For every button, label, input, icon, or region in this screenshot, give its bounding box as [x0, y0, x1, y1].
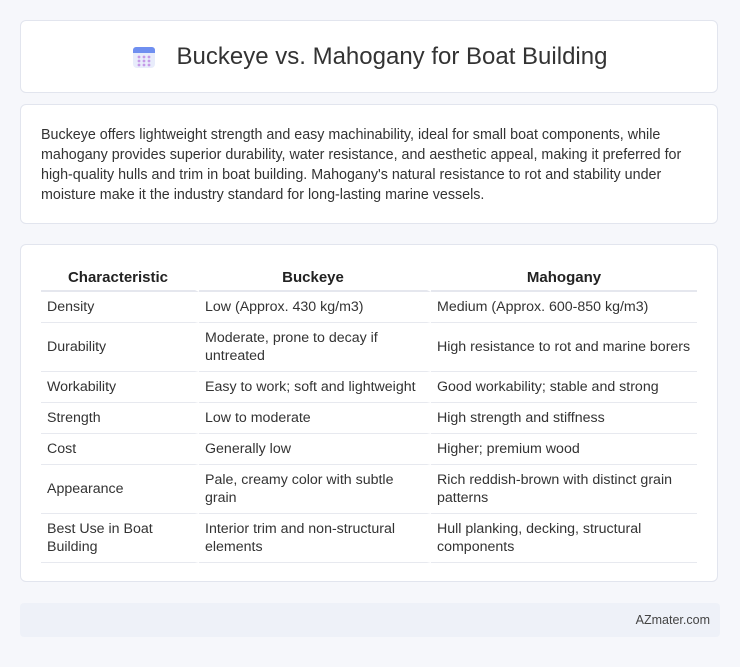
- footer-bar: [20, 603, 720, 637]
- mahogany-cell: High strength and stiffness: [431, 403, 697, 434]
- mahogany-cell: Medium (Approx. 600-850 kg/m3): [431, 292, 697, 323]
- buckeye-cell: Pale, creamy color with subtle grain: [199, 465, 431, 514]
- column-header: Mahogany: [431, 264, 697, 292]
- mahogany-cell: Good workability; stable and strong: [431, 372, 697, 403]
- characteristic-cell: Best Use in Boat Building: [41, 514, 199, 563]
- page-title: Buckeye vs. Mahogany for Boat Building: [176, 42, 608, 70]
- calendar-icon: [131, 44, 157, 70]
- mahogany-cell: High resistance to rot and marine borers: [431, 323, 697, 372]
- buckeye-cell: Easy to work; soft and lightweight: [199, 372, 431, 403]
- table-row: [41, 465, 697, 514]
- table-row: [41, 323, 697, 372]
- comparison-table: [41, 264, 697, 563]
- buckeye-cell: Moderate, prone to decay if untreated: [199, 323, 431, 372]
- characteristic-cell: Density: [41, 292, 199, 323]
- comparison-card: [20, 244, 718, 582]
- characteristic-cell: Durability: [41, 323, 199, 372]
- buckeye-cell: Low to moderate: [199, 403, 431, 434]
- table-row: [41, 292, 697, 323]
- buckeye-cell: Low (Approx. 430 kg/m3): [199, 292, 431, 323]
- mahogany-cell: Rich reddish-brown with distinct grain patterns: [431, 465, 697, 514]
- table-header-row: [41, 264, 697, 292]
- characteristic-cell: Cost: [41, 434, 199, 465]
- mahogany-cell: Hull planking, decking, structural components: [431, 514, 697, 563]
- summary-text: Buckeye offers lightweight strength and easy machinability, ideal for small boat components, while mahogany provides superior durability, water resistance, and aesthetic appeal, making it preferred for high-quality hulls and trim in boat building. Mahogany's natural resistance to rot and stability under moisture make it the industry standard for long-lasting marine vessels.: [41, 127, 682, 203]
- site-credit: AZmater.com: [635, 613, 710, 627]
- table-row: [41, 434, 697, 465]
- characteristic-cell: Appearance: [41, 465, 199, 514]
- mahogany-cell: Higher; premium wood: [431, 434, 697, 465]
- summary-card: [20, 104, 718, 224]
- characteristic-cell: Workability: [41, 372, 199, 403]
- table-row: [41, 372, 697, 403]
- column-header: Characteristic: [41, 264, 199, 292]
- characteristic-cell: Strength: [41, 403, 199, 434]
- buckeye-cell: Generally low: [199, 434, 431, 465]
- table-row: [41, 403, 697, 434]
- table-row: [41, 514, 697, 563]
- header-card: [20, 20, 718, 93]
- column-header: Buckeye: [199, 264, 431, 292]
- buckeye-cell: Interior trim and non-structural elements: [199, 514, 431, 563]
